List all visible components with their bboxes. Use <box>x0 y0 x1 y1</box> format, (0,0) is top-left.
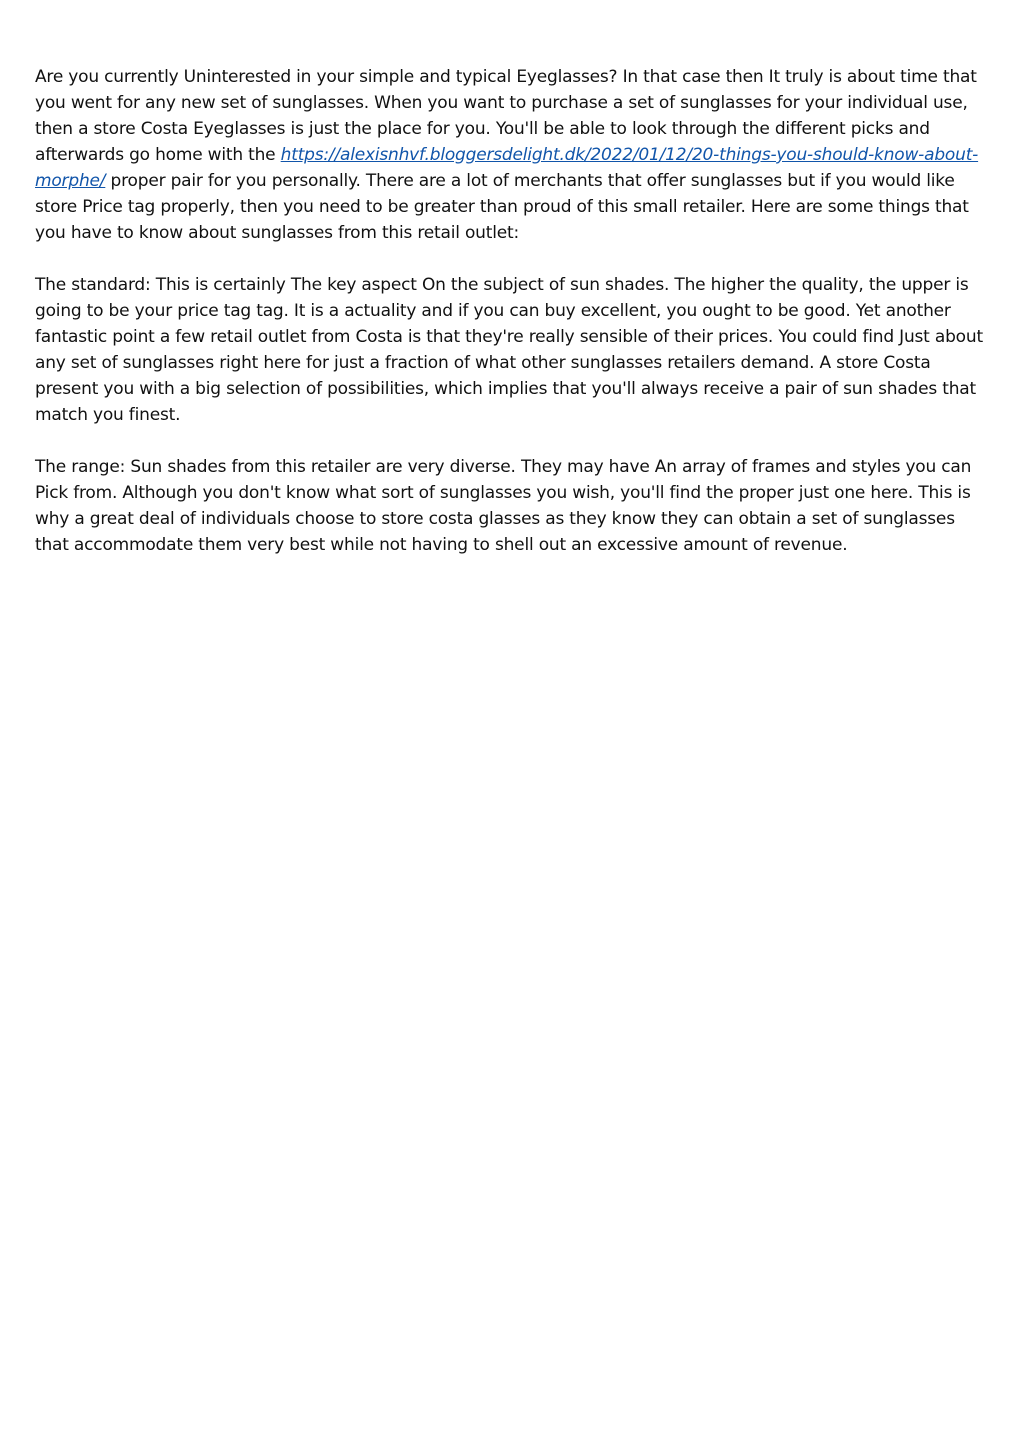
paragraph-range: The range: Sun shades from this retailer are very diverse. They may have An array of frames and styles you can Pick from. Although you don't know what sort of sunglasses you wish, you'll find the proper just one here. This is why a great deal of individuals choose to store costa glasses as they know they can obtain a set of sunglasses that accommodate them very best while not having to shell out an excessive amount of revenue. <box>35 457 972 555</box>
paragraph-intro <box>35 64 990 246</box>
intro-text-after-link: proper pair for you personally. There are a lot of merchants that offer sunglasses but if you would like store Price tag properly, then you need to be greater than proud of this small retailer. Here are some things that you have to know about sunglasses from this retail outlet: <box>35 171 969 243</box>
article-link[interactable]: https://alexisnhvf.bloggersdelight.dk/2022/01/12/20-things-you-should-know-about-morphe/ <box>35 145 979 191</box>
document-body <box>35 64 990 584</box>
intro-text-before-link: Are you currently Uninterested in your simple and typical Eyeglasses? In that case then It truly is about time that you went for any new set of sunglasses. When you want to purchase a set of sunglasses for your individual use, then a store Costa Eyeglasses is just the place for you. You'll be able to look through the different picks and afterwards go home with the <box>35 67 977 165</box>
paragraph-standard: The standard: This is certainly The key aspect On the subject of sun shades. The higher the quality, the upper is going to be your price tag tag. It is a actuality and if you can buy excellent, you ought to be good. Yet another fantastic point a few retail outlet from Costa is that they're really sensible of their prices. You could find Just about any set of sunglasses right here for just a fraction of what other sunglasses retailers demand. A store Costa present you with a big selection of possibilities, which implies that you'll always receive a pair of sun shades that match you finest. <box>35 275 983 425</box>
